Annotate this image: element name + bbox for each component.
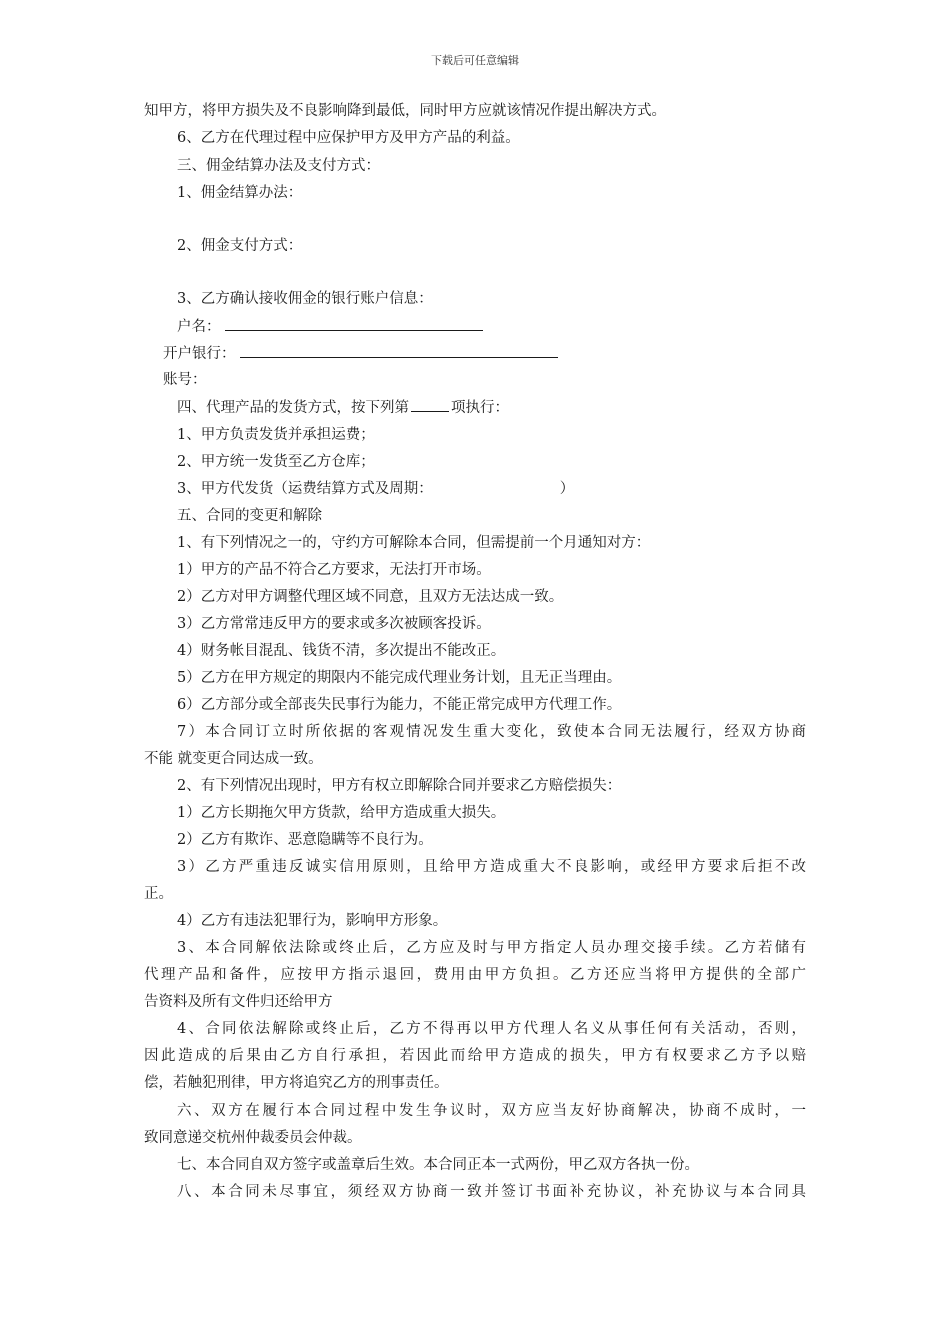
bank-account-info: 3、乙方确认接收佣金的银行账户信息：	[177, 291, 433, 307]
bank-name-row	[163, 343, 558, 364]
paragraph-line: 偿，若触犯刑律，甲方将追究乙方的刑事责任。	[144, 1075, 449, 1091]
termination-item: 1）甲方的产品不符合乙方要求，无法打开市场。	[177, 562, 491, 578]
termination-item: 5）乙方在甲方规定的期限内不能完成代理业务计划，且无正当理由。	[177, 670, 622, 686]
bank-name-label: 开户银行：	[163, 346, 236, 362]
termination-clause-4: 4、合同依法解除或终止后，乙方不得再以甲方代理人名义从事任何有关活动，否则，	[177, 1021, 806, 1037]
paragraph-line: 正。	[144, 886, 173, 902]
termination-item: 3）乙方常常违反甲方的要求或多次被顾客投诉。	[177, 616, 491, 632]
account-name-blank[interactable]	[225, 316, 483, 331]
paragraph-line: 因此造成的后果由乙方自行承担，若因此而给甲方造成的损失，甲方有权要求乙方予以赔	[144, 1048, 806, 1064]
termination-clause-2: 2、有下列情况出现时，甲方有权立即解除合同并要求乙方赔偿损失：	[177, 778, 622, 794]
termination-item: 7）本合同订立时所依据的客观情况发生重大变化，致使本合同无法履行，经双方协商	[177, 724, 806, 740]
paragraph-line: 不能 就变更合同达成一致。	[144, 751, 323, 767]
termination-item: 6）乙方部分或全部丧失民事行为能力，不能正常完成甲方代理工作。	[177, 697, 622, 713]
shipping-option-3-text: 3、甲方代发货（运费结算方式及周期：	[177, 481, 433, 497]
shipping-option-2: 2、甲方统一发货至乙方仓库；	[177, 454, 375, 470]
paragraph-line: 代理产品和备件，应按甲方指示退回，费用由甲方负担。乙方还应当将甲方提供的全部广	[144, 967, 806, 983]
termination-item: 2）乙方有欺诈、恶意隐瞒等不良行为。	[177, 832, 433, 848]
shipping-option-3-close: ）	[559, 481, 575, 497]
section-4-text-a: 四、代理产品的发货方式，按下列第	[177, 400, 409, 416]
termination-item: 3）乙方严重违反诚实信用原则，且给甲方造成重大不良影响，或经甲方要求后拒不改	[177, 859, 806, 875]
section-4-text-b: 项执行：	[451, 400, 509, 416]
paragraph-line: 致同意递交杭州仲裁委员会仲裁。	[144, 1130, 362, 1146]
section-5-heading: 五、合同的变更和解除	[177, 508, 322, 524]
account-name-row	[177, 316, 483, 337]
commission-payment-method: 2、佣金支付方式：	[177, 238, 303, 254]
bank-name-blank[interactable]	[240, 343, 558, 358]
section-6-dispute: 六、双方在履行本合同过程中发生争议时，双方应当友好协商解决，协商不成时，一	[177, 1103, 806, 1119]
section-7-effect: 七、本合同自双方签字或盖章后生效。本合同正本一式两份，甲乙双方各执一份。	[177, 1157, 699, 1173]
item-number-blank[interactable]	[411, 397, 449, 412]
account-name-label: 户名：	[177, 319, 221, 335]
termination-clause-1: 1、有下列情况之一的，守约方可解除本合同，但需提前一个月通知对方：	[177, 535, 651, 551]
clause-6: 6、乙方在代理过程中应保护甲方及甲方产品的利益。	[177, 130, 520, 146]
section-4-heading	[177, 397, 509, 418]
paragraph-line: 告资料及所有文件归还给甲方	[144, 994, 333, 1010]
paragraph-line: 知甲方，将甲方损失及不良影响降到最低，同时甲方应就该情况作提出解决方式。	[144, 103, 666, 119]
account-number-label: 账号：	[163, 372, 207, 388]
section-3-heading: 三、佣金结算办法及支付方式：	[177, 158, 380, 174]
page-header: 下载后可任意编辑	[431, 54, 519, 67]
commission-settlement-method: 1、佣金结算办法：	[177, 185, 303, 201]
termination-item: 1）乙方长期拖欠甲方货款，给甲方造成重大损失。	[177, 805, 506, 821]
shipping-option-3	[177, 479, 574, 499]
termination-clause-3: 3、本合同解依法除或终止后，乙方应及时与甲方指定人员办理交接手续。乙方若储有	[177, 940, 806, 956]
shipping-option-1: 1、甲方负责发货并承担运费；	[177, 427, 375, 443]
termination-item: 4）财务帐目混乱、钱货不清，多次提出不能改正。	[177, 643, 506, 659]
section-8-supplement: 八、本合同未尽事宜，须经双方协商一致并签订书面补充协议，补充协议与本合同具	[177, 1184, 806, 1200]
termination-item: 2）乙方对甲方调整代理区域不同意，且双方无法达成一致。	[177, 589, 564, 605]
termination-item: 4）乙方有违法犯罪行为，影响甲方形象。	[177, 913, 448, 929]
